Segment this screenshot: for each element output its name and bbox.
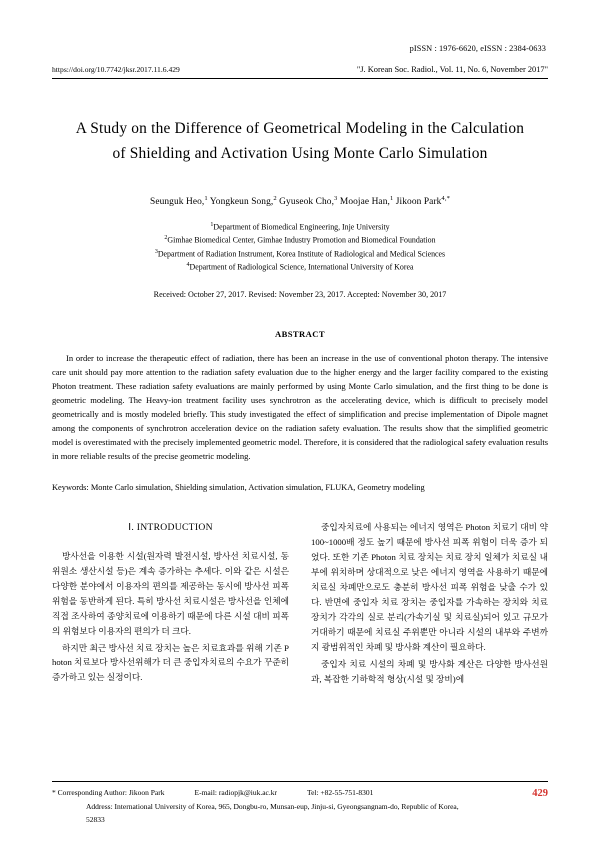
paragraph: 하지만 최근 방사선 치료 장치는 높은 치료효과를 위해 기존 Photon 치료보다 방사선위해가 더 큰 중입자치료의 수요가 꾸준히 증가하고 있는 실정이다.	[52, 642, 289, 683]
footer-contact-row	[52, 787, 548, 799]
paragraph: 중입자치료에 사용되는 에너지 영역은 Photon 치료기 대비 약 100~1000배 정도 높기 때문에 방사선 피폭 위험이 더욱 증가 되었다. 또한 기존 Photon 치료 장치는 치료 장치 일체가 치료실 내부에 위치하며 상대적으로 낮은 에너지 영역을 사용하기 때문에 치료실 차폐만으로도 충분히 방사선 피폭 위험을 낮출 수가 있다. 반면에 중입자 치료 장치는 중입자를 가속하는 장치와 치료 장치가 각각의 실로 분리(가속기실 및 치료실)되어 있고 규모가 거대하기 때문에 치료실 주위뿐만 아니라 시설의 내부와 주변까지 광범위적인 차폐 및 방사화 계산이 필요하다.	[311, 522, 548, 652]
doi-link[interactable]: https://doi.org/10.7742/jksr.2017.11.6.429	[52, 65, 180, 74]
author-list	[52, 195, 548, 207]
title-line-2: of Shielding and Activation Using Monte Carlo Simulation	[112, 144, 488, 162]
abstract-heading: ABSTRACT	[275, 328, 325, 339]
page-number: 429	[532, 788, 548, 800]
section-heading-introduction: Ⅰ. INTRODUCTION	[128, 522, 213, 534]
keywords-line: Keywords: Monte Carlo simulation, Shielding simulation, Activation simulation, FLUKA, Geometry modeling	[52, 482, 425, 492]
affiliation-list	[52, 221, 548, 275]
affiliation-item: $^3$Department of Radiation Instrument, Korea Institute of Radiological and Medical Sciences	[154, 248, 446, 259]
author-names: Seunguk Heo,$^1$ Yongkeun Song,$^2$ Gyuseok Cho,$^3$ Moojae Han,$^1$ Jikoon Park$^{4,*}$	[150, 194, 450, 208]
affiliation-item: $^2$Gimhae Biomedical Center, Gimhae Industry Promotion and Biomedical Foundation	[164, 235, 436, 246]
corresponding-email[interactable]: E-mail: radiopjk@iuk.ac.kr	[194, 788, 278, 798]
journal-citation: "J. Korean Soc. Radiol., Vol. 11, No. 6, November 2017"	[356, 65, 548, 74]
corresponding-tel: Tel: +82-55-751-8301	[307, 788, 374, 798]
affiliation-item: $^1$Department of Biomedical Engineering, Inje University	[210, 222, 390, 232]
column-left	[52, 520, 289, 689]
submission-dates: Received: October 27, 2017. Revised: November 23, 2017. Accepted: November 30, 2017	[153, 289, 447, 299]
issn-line: pISSN : 1976-6620, eISSN : 2384-0633	[409, 44, 546, 53]
abstract-body: In order to increase the therapeutic effect of radiation, there has been an increase in the use of conventional photon therapy. The intensive care unit should pay more attention to the radiation safety evaluation due to the higher energy and the larger facility compared to the existing Photon treatment. These radiation safety evaluations are mainly performed by using Monte Carlo simulation, and the first thing to be done is geometric modeling. The Heavy-ion treatment facility uses synchrotron as the accelerating device, which is difficult to precisely model geometrically and is mostly modeled briefly. This study investigated the effect of simplification and precise implementation of Dipole magnet among the components of synchrotron acceleration device on the radiation safety evaluation. The results show that the simplified geometric model is overestimated with the precisely implemented geometric model. Therefore, it is considered that the radiological safety evaluation results in more reliable results of the precise geometric modeling.	[52, 352, 548, 462]
header-row	[52, 65, 548, 79]
corresponding-author: * Corresponding Author: Jikoon Park	[52, 788, 165, 798]
page-footer	[52, 781, 548, 826]
column-right	[311, 520, 548, 689]
paragraph: 중입자 치료 시설의 차폐 및 방사화 계산은 다양한 방사선원과, 복잡한 기하학적 형상(시설 및 장비)에	[311, 658, 548, 684]
page-title	[52, 117, 548, 167]
corresponding-address-postcode: 52833	[86, 815, 105, 825]
corresponding-address: Address: International University of Korea, 965, Dongbu-ro, Munsan-eup, Jinju-si, Gyeongsangnam-do, Republic of Korea,	[86, 801, 459, 811]
title-line-1: A Study on the Difference of Geometrical Modeling in the Calculation	[75, 120, 525, 137]
affiliation-item: $^4$Department of Radiological Science, International University of Korea	[186, 262, 414, 272]
paragraph: 방사선을 이용한 시설(원자력 발전시설, 방사선 치료시설, 동위원소 생산시설 등)은 계속 증가하는 추세다. 이와 같은 시설은 다양한 분야에서 이용자의 편의를 제공하는 동시에 방사선 피폭 위험을 동반하게 된다. 특히 방사선 치료시설은 방사선을 인체에 직접 조사하여 종양치료에 이용하기 때문에 다른 시설 대비 피폭의 위험보다 이용자의 편의가 더 크다.	[52, 550, 289, 636]
body-columns	[52, 520, 548, 689]
